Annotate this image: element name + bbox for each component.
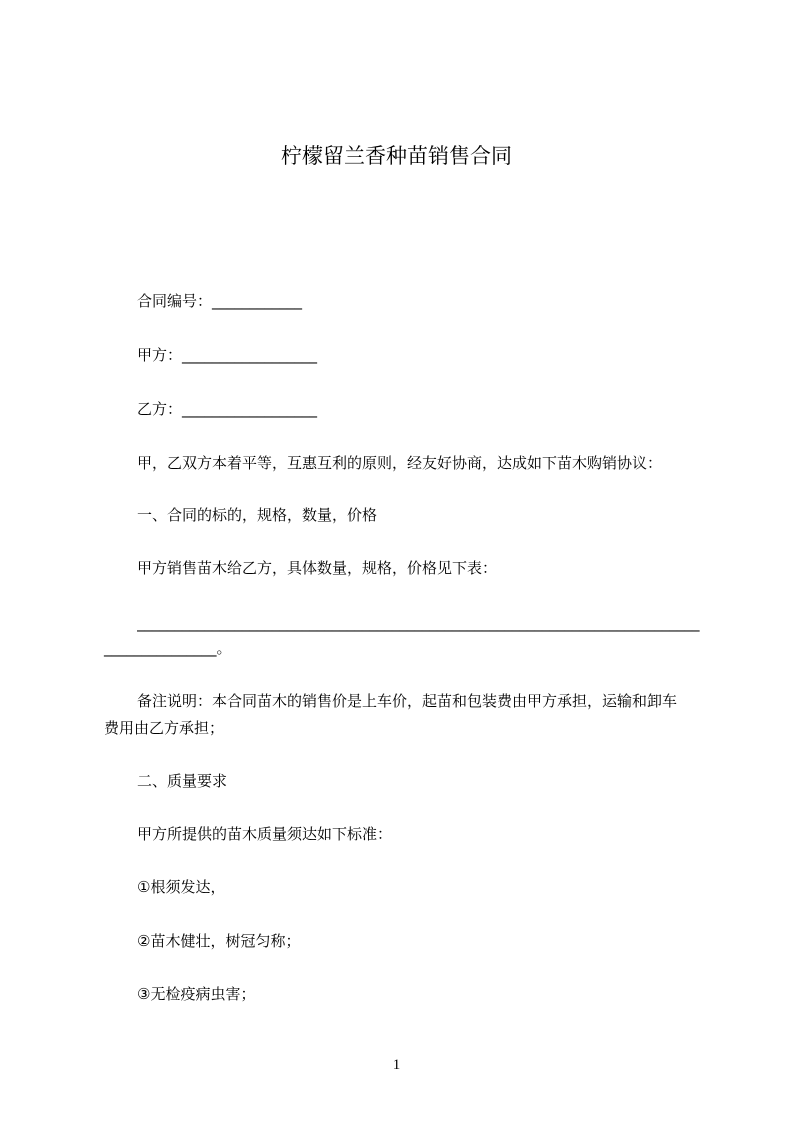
remark-line-2: 费用由乙方承担；	[104, 719, 225, 737]
intro-paragraph: 甲，乙双方本着平等，互惠互利的原则，经友好协商，达成如下苗木购销协议：	[137, 454, 663, 472]
blank-line-2: _______________。	[104, 639, 232, 657]
section-2-heading: 二、质量要求	[137, 772, 228, 790]
document-title: 柠檬留兰香种苗销售合同	[281, 144, 512, 168]
page-number: 1	[392, 1057, 401, 1073]
section-2-text: 甲方所提供的苗木质量须达如下标准：	[137, 825, 393, 843]
list-item-2: ②苗木健壮，树冠匀称；	[137, 932, 301, 950]
party-a-field: 甲方：__________________	[137, 346, 318, 364]
contract-number-field: 合同编号：____________	[137, 292, 303, 310]
party-b-field: 乙方：__________________	[137, 400, 318, 418]
list-item-1: ①根须发达，	[137, 878, 226, 896]
section-1-heading: 一、合同的标的，规格，数量，价格	[137, 506, 378, 524]
list-item-3: ③无检疫病虫害；	[137, 985, 256, 1003]
blank-line-1: ___________________________________________________________________________	[137, 614, 700, 632]
remark-line-1: 备注说明：本合同苗木的销售价是上车价，起苗和包装费由甲方承担，运输和卸车	[137, 692, 678, 710]
section-1-text: 甲方销售苗木给乙方，具体数量，规格，价格见下表：	[137, 559, 498, 577]
